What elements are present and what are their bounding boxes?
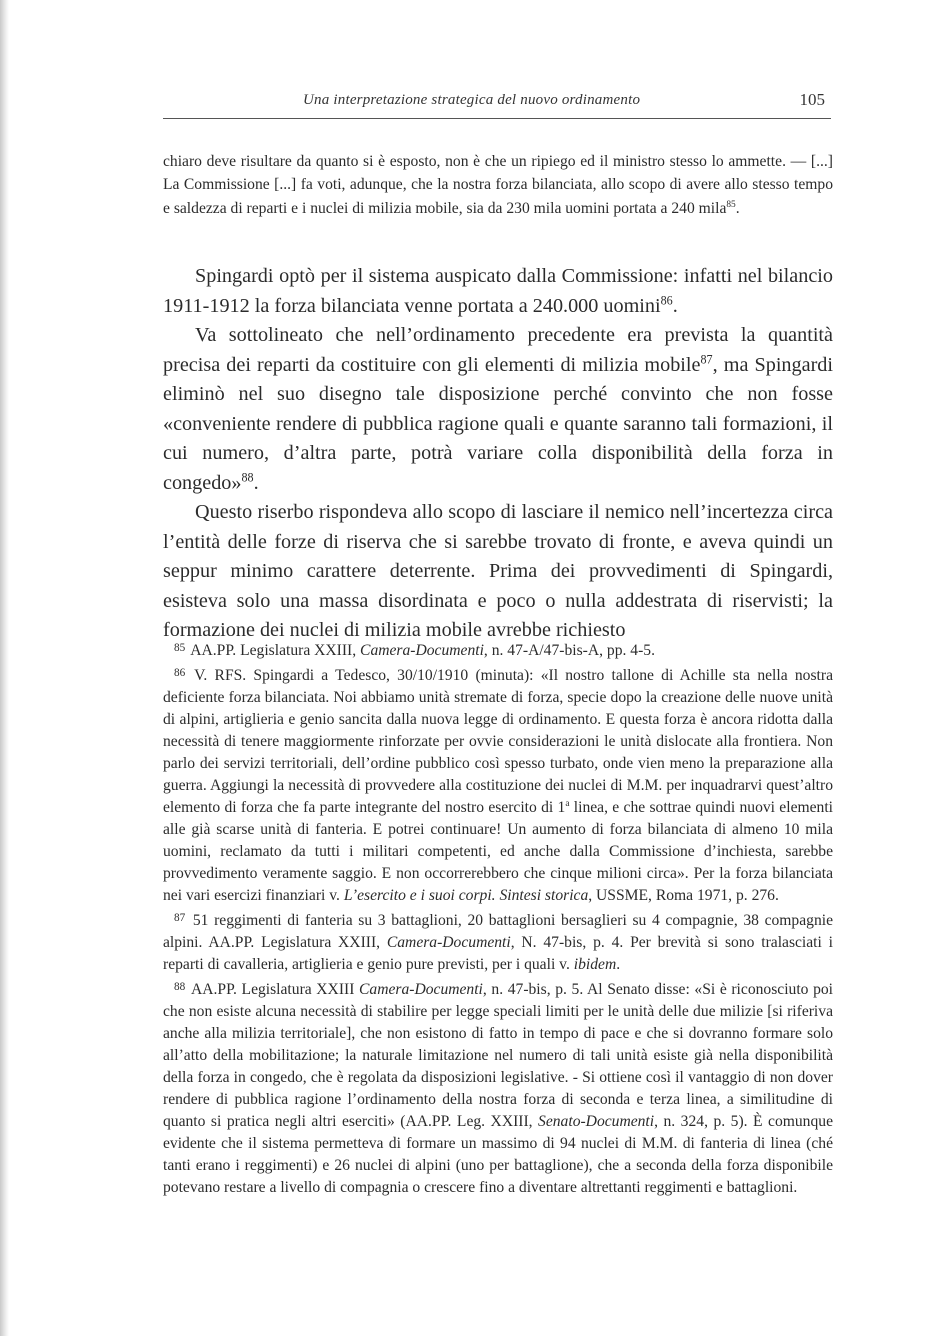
running-header — [163, 90, 831, 119]
footnote-85 — [163, 637, 833, 662]
footnote-text: AA.PP. Legislatura XXIII — [190, 980, 360, 998]
footnote-number: 86 — [174, 666, 186, 679]
footnote-source-title: Camera-Documenti — [360, 641, 484, 659]
footnote-ref-86[interactable]: 86 — [660, 292, 673, 307]
footnote-number: 85 — [174, 642, 186, 654]
footnote-number: 88 — [174, 980, 186, 993]
footnote-87 — [163, 907, 833, 976]
footnote-text: AA.PP. Legislatura XXIII, — [190, 641, 361, 659]
footnote-text: 51 reggimenti di fanteria su 3 battaglioni, 20 battaglioni bersaglieri su 4 compagnie, 38 compagnie alpini. AA.PP. Legislatura XXIII, — [163, 911, 833, 951]
footnote-text: , n. 47-A/47-bis-A, pp. 4-5. — [483, 641, 655, 659]
running-title: Una interpretazione strategica del nuovo ordinamento — [303, 92, 641, 108]
footnote-source-title: ibidem — [573, 955, 617, 973]
page-binding-edge — [0, 0, 9, 1336]
footnote-source-title: L’esercito e i suoi corpi. Sintesi storica — [343, 886, 589, 904]
footnote-source-title: Camera-Documenti — [386, 933, 511, 951]
page-number: 105 — [799, 90, 825, 109]
main-body — [163, 262, 833, 646]
footnote-text: V. RFS. Spingardi a Tedesco, 30/10/1910 (minuta): «Il nostro tallone di Achille sta nella nostra deficiente forza bilanciata. Noi abbiamo unità stremate di forza, specie dopo la creazione delle nuove unità di alpini, artiglieria e genio sancita dalla nuova legge di ordinamento. E questa forza è ancora ridotta dalla necessità di tenere maggiormente rinforzate per ovvie considerazioni le unità dislocate alla frontiera. Non parlo dei servizi territoriali, dell’ordine pubblico così spesso turbato, onde vien meno la preparazione alla guerra. Aggiungi la necessità di provvedere alla costituzione dei nuclei di M.M. per inquadrarvi quest’altro elemento di forza che fa parte integrante del nostro esercito di 1 — [163, 666, 833, 816]
footnotes — [163, 637, 833, 1199]
paragraph-2 — [163, 321, 833, 498]
paragraph-text-continued: , ma Spingardi eliminò nel suo disegno tale disposizione perché convinto che non fosse «conveniente rendere di pubblica ragione quali e quante saranno tali formazioni, il cui numero, d’altra parte, potrà variare colla disponibilità della forza in congedo» — [163, 353, 834, 494]
footnote-number: 87 — [174, 911, 186, 924]
paragraph-text: Spingardi optò per il sistema auspicato dalla Commissione: infatti nel bilancio 1911-1912 la forza bilanciata venne portata a 240.000 uomini — [163, 265, 833, 317]
footnote-text: , n. 324, p. 5). È comunque evidente che il sistema permetteva di formare un massimo di 94 nuclei di M.M. di fanteria di linea (ché tanti erano i reggimenti) e 26 nuclei di alpini (uno per battaglione), che a seconda della forza disponibile potevano restare a livello di compagnia o crescere fino a diventare altrettanti reggimenti e battaglioni. — [163, 1112, 833, 1196]
paragraph-end: . — [253, 471, 259, 494]
paragraph-text: Va sottolineato che nell’ordinamento precedente era prevista la quantità precisa dei reparti da costituire con gli elementi di milizia mobile — [163, 324, 833, 376]
paragraph-text: Questo riserbo rispondeva allo scopo di lasciare il nemico nell’incertezza circa l’entità delle forze di riserva che si sarebbe trovato di fronte, e aveva quindi un seppur minimo carattere deterrente. Prima dei provvedimenti di Spingardi, esisteva solo una massa disordinata e poco o nulla addestrata di riservisti; la formazione dei nuclei di milizia mobile avrebbe richiesto — [163, 501, 833, 641]
footnote-text: , n. 47-bis, p. 5. Al Senato disse: «Si è riconosciuto poi che non esiste alcuna necessità di stabilire per legge speciali limiti per le unità delle due milizie [si riferiva anche alla milizia territoriale], che non esistono di fatto in tempo di pace e che si dovranno formare solo all’atto della mobilitazione; la naturale limitazione nel numero di tali unità esiste già nella disponibilità della forza in congedo, che è regolata da disposizioni legislative. - Si ottiene così il vantaggio di non dover rendere di pubblica ragione l’ordinamento della nostra forza di seconda e terza linea, a similitudine di quanto si pratica negli altri eserciti» (AA.PP. Leg. XXIII, — [163, 980, 833, 1130]
footnote-ref-88[interactable]: 88 — [241, 469, 254, 484]
footnote-88 — [163, 976, 833, 1199]
block-quote — [163, 150, 833, 220]
footnote-ref-87[interactable]: 87 — [700, 351, 713, 366]
footnote-86 — [163, 662, 833, 907]
footnote-text: linea, e che sottrae quindi nuovi elementi alle già scarse unità di fanteria. E potrei continuare! Un aumento di forza bilanciata di almeno 10 mila uomini, reclamato da tutti i militari competenti, ed anche dalla Commissione d’inchiesta, sarebbe provvedimento veramente saggio. E non occorrerebbero che cinque milioni circa». Per la forza bilanciata nei vari esercizi finanziari v. — [163, 798, 833, 904]
quote-text: chiaro deve risultare da quanto si è esposto, non è che un ripiego ed il ministro stesso lo ammette. — [...] La Commissione [...] fa voti, adunque, che la nostra forza bilanciata, allo scopo di avere allo stesso tempo e saldezza di reparti e i nuclei di milizia mobile, sia da 230 mila uomini portata a 240 mila — [163, 153, 833, 217]
paragraph-1 — [163, 262, 833, 321]
ordinal-superscript: a — [565, 798, 570, 809]
paragraph-end: . — [672, 294, 678, 317]
footnote-text: , USSME, Roma 1971, p. 276. — [588, 886, 779, 904]
footnote-text: . — [616, 955, 621, 973]
paragraph-3 — [163, 498, 833, 646]
footnote-text: , N. 47-bis, p. 4. Per brevità si sono tralasciati i reparti di cavalleria, artiglieria e genio pure previsti, per i quali v. — [163, 933, 833, 973]
footnote-ref-85[interactable]: 85 — [726, 199, 736, 210]
footnote-source-title: Camera-Documenti — [359, 980, 483, 998]
footnote-source-title: Senato-Documenti — [538, 1112, 655, 1130]
quote-end: . — [735, 199, 740, 217]
